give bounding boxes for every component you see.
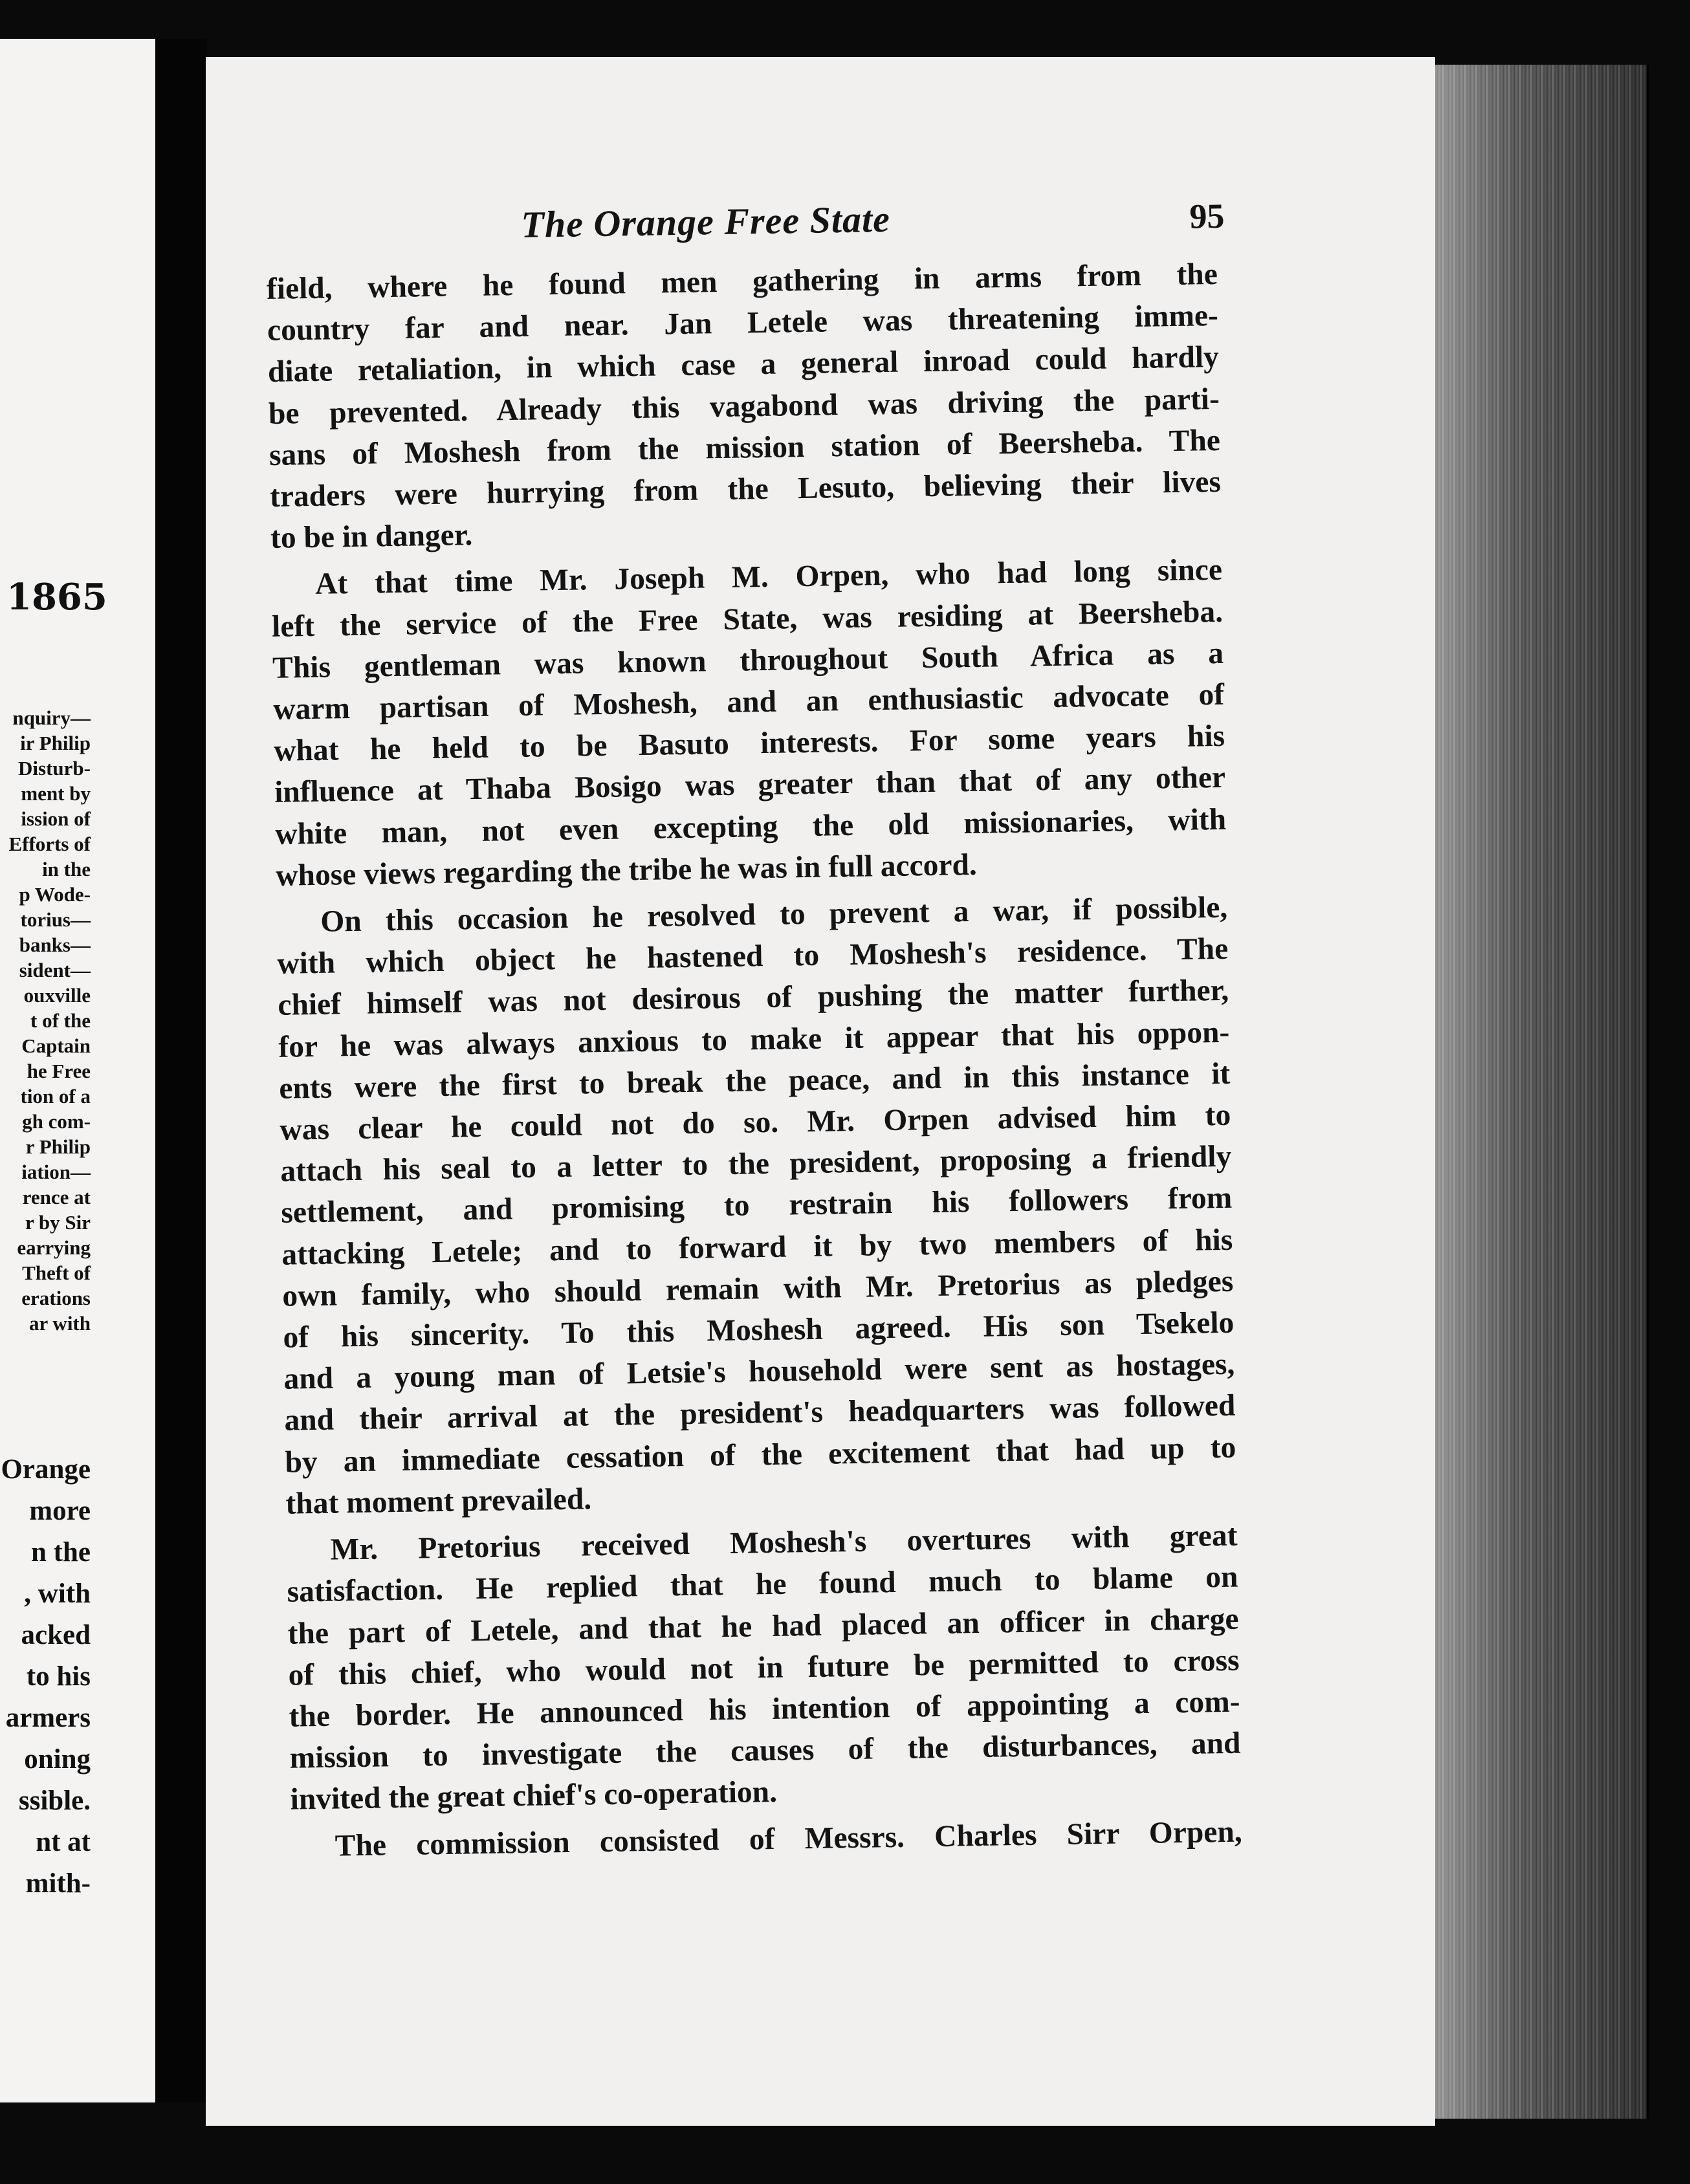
sidenote-line: earrying — [17, 1236, 91, 1259]
sidenote-line: Efforts of — [8, 833, 91, 855]
sidenote-line: in the — [42, 858, 91, 880]
sidenote-line: Captain — [21, 1034, 91, 1057]
facing-page-body — [0, 1449, 91, 1905]
page-fore-edge — [1427, 65, 1649, 2119]
text-line: chief himself was not desirous of pushing the matter further, — [277, 974, 1229, 1023]
facing-body-line: acked — [21, 1620, 91, 1650]
text-line: whose views regarding the tribe he was in full accord. — [275, 847, 978, 893]
text-line: mission to investigate the causes of the disturbances, and — [289, 1726, 1241, 1775]
text-line: by an immediate cessation of the excitement that had up to — [285, 1430, 1236, 1480]
sidenote-line: torius— — [20, 908, 91, 931]
text-line: attach his seal to a letter to the president, proposing a friendly — [280, 1139, 1232, 1189]
text-line: the part of Letele, and that he had placed an officer in charge — [287, 1602, 1239, 1651]
facing-page-sidenote — [0, 705, 91, 1336]
sidenote-line: banks— — [19, 934, 91, 956]
facing-body-line: nt at — [36, 1827, 91, 1857]
sidenote-line: erations — [21, 1287, 91, 1309]
sidenote-line: rence at — [22, 1186, 91, 1208]
text-line: At that time Mr. Joseph M. Orpen, who had long since — [314, 553, 1223, 602]
text-line: invited the great chief's co-operation. — [290, 1775, 778, 1817]
paragraph — [276, 887, 1237, 1525]
page-number: 95 — [1189, 196, 1225, 236]
running-title: The Orange Free State — [520, 197, 891, 246]
sidenote-line: Theft of — [22, 1261, 91, 1284]
text-line: with which object he hastened to Moshesh's residence. The — [276, 932, 1229, 981]
text-line: to be in danger. — [270, 518, 473, 556]
text-line: be prevented. Already this vagabond was driving the parti- — [268, 382, 1220, 431]
paragraph — [271, 549, 1227, 897]
text-line: attacking Letele; and to forward it by two members of his — [281, 1223, 1233, 1272]
sidenote-line: iation— — [21, 1161, 91, 1183]
text-line: traders were hurrying from the Lesuto, believing their lives — [269, 464, 1222, 514]
text-line: was clear he could not do so. Mr. Orpen advised him to — [280, 1098, 1231, 1147]
text-line: On this occasion he resolved to prevent a war, if possible, — [320, 890, 1228, 939]
facing-page-year: 1865 — [6, 576, 107, 618]
text-line: sans of Moshesh from the mission station of Beersheba. The — [269, 423, 1221, 472]
sidenote-line: tion of a — [20, 1085, 91, 1108]
text-block — [265, 192, 1242, 1872]
text-line: satisfaction. He replied that he found much to blame on — [287, 1560, 1238, 1610]
paragraph — [286, 1515, 1242, 1820]
gutter-shadow — [155, 39, 207, 2102]
sidenote-line: ment by — [21, 782, 91, 805]
text-line: for he was always anxious to make it appear that his oppon- — [278, 1015, 1230, 1064]
sidenote-line: nquiry— — [12, 706, 91, 729]
text-line: what he held to be Basuto interests. For some years his — [273, 719, 1225, 769]
text-line: of his sincerity. To this Moshesh agreed. His son Tsekelo — [283, 1305, 1235, 1355]
text-line: and a young man of Letsie's household were sent as hostages, — [283, 1347, 1235, 1397]
text-line: The commission consisted of Messrs. Charles Sirr Orpen, — [335, 1815, 1243, 1863]
paragraph — [291, 1811, 1242, 1867]
text-line: ents were the first to break the peace, and in this instance it — [278, 1056, 1231, 1106]
text-line: that moment prevailed. — [285, 1482, 592, 1521]
sidenote-line: gh com- — [22, 1110, 91, 1133]
sidenote-line: ar with — [28, 1312, 91, 1335]
paragraph — [266, 254, 1222, 559]
sidenote-line: t of the — [30, 1009, 91, 1032]
text-line: left the service of the Free State, was residing at Beersheba. — [271, 595, 1224, 644]
sidenote-line: sident— — [19, 959, 91, 981]
sidenote-line: ission of — [21, 807, 91, 830]
facing-body-line: more — [29, 1496, 91, 1526]
text-line: field, where he found men gathering in arms from the — [266, 257, 1218, 306]
facing-body-line: n the — [31, 1537, 91, 1567]
text-line: This gentleman was known throughout South Africa as a — [272, 636, 1224, 685]
sidenote-line: r Philip — [25, 1135, 91, 1158]
facing-body-line: to his — [26, 1661, 91, 1692]
facing-body-line: Orange — [1, 1454, 91, 1485]
facing-body-line: , with — [24, 1578, 91, 1609]
sidenote-line: he Free — [27, 1060, 91, 1082]
sidenote-line: ir Philip — [20, 732, 91, 754]
facing-body-line: armers — [5, 1703, 91, 1733]
text-line: and their arrival at the president's headquarters was followed — [284, 1389, 1236, 1438]
text-line: of this chief, who would not in future be permitted to cross — [288, 1643, 1240, 1692]
text-line: white man, not even excepting the old missionaries, with — [274, 802, 1227, 851]
sidenote-line: Disturb- — [18, 757, 91, 780]
facing-body-line: oning — [24, 1744, 91, 1774]
main-page — [206, 57, 1435, 2126]
facing-page — [0, 39, 175, 2102]
body-text — [266, 254, 1242, 1868]
facing-body-line: mith- — [25, 1868, 91, 1899]
sidenote-line: ouxville — [23, 984, 91, 1007]
text-line: own family, who should remain with Mr. Pretorius as pledges — [282, 1264, 1234, 1313]
text-line: influence at Thaba Bosigo was greater than that of any other — [274, 761, 1226, 810]
text-line: warm partisan of Moshesh, and an enthusiastic advocate of — [272, 677, 1225, 726]
text-line: diate retaliation, in which case a general inroad could hardly — [267, 340, 1220, 389]
sidenote-line: r by Sir — [25, 1211, 91, 1234]
text-line: country far and near. Jan Letele was threatening imme- — [267, 299, 1219, 348]
sidenote-line: p Wode- — [19, 883, 91, 906]
facing-body-line: ssible. — [18, 1785, 91, 1816]
text-line: Mr. Pretorius received Moshesh's overtures with great — [330, 1518, 1238, 1567]
text-line: the border. He announced his intention of appointing a com- — [289, 1685, 1240, 1734]
text-line: settlement, and promising to restrain his followers from — [281, 1181, 1233, 1230]
